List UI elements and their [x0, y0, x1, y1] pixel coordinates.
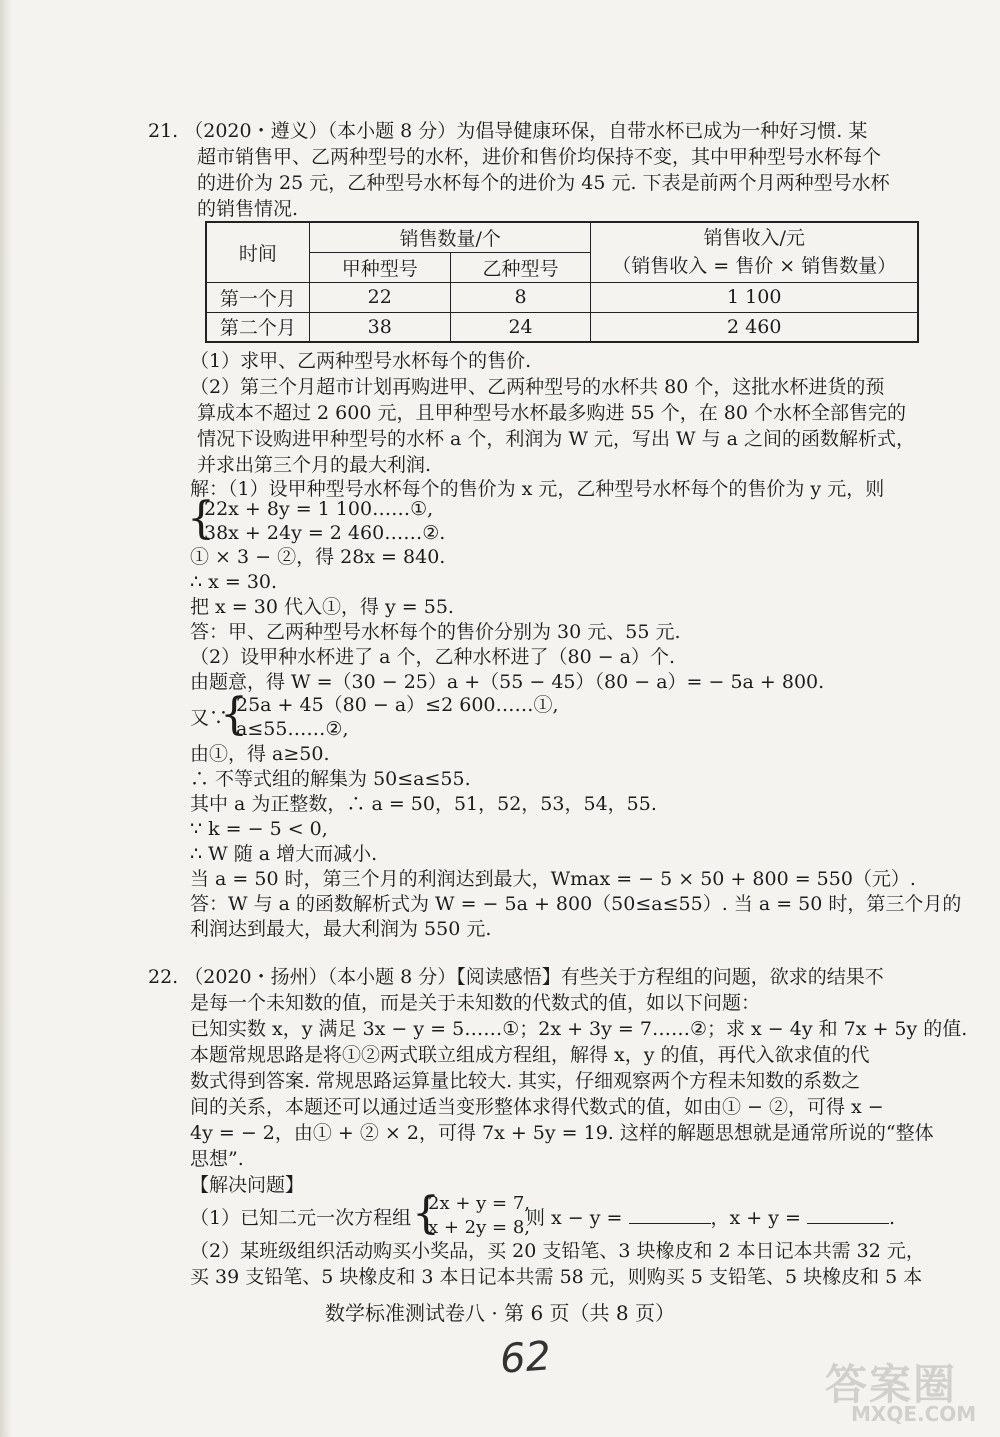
q1-end-text: . [888, 1207, 896, 1229]
problem22-q2-1: （2）某班级组织活动购买小奖品，买 20 支铅笔、3 块橡皮和 2 本日记本共需 32 元， [190, 1240, 925, 1262]
table-cell-income: 2 460 [591, 312, 918, 342]
solution-line: 当 a = 50 时，第三个月的利润达到最大，Wmax = − 5 × 50 + 800 = 550（元）. [190, 868, 916, 890]
problem22-line: 已知实数 x，y 满足 3x − y = 5……①；2x + 3y = 7……②；求 x − 4y 和 7x + 5y 的值. [190, 1018, 968, 1040]
solution-line: ∴ W 随 a 增大而减小. [190, 843, 378, 865]
solution-line: 答：W 与 a 的函数解析式为 W = − 5a + 800（50≤a≤55）. 当 a = 50 时，第三个月的 [190, 893, 962, 915]
q1-ask-2-text: ，x + y = [710, 1207, 801, 1229]
solution-line: 解：（1）设甲种型号水杯每个的售价为 x 元，乙种型号水杯每个的售价为 y 元，则 [190, 478, 885, 500]
answer-blank-2[interactable] [807, 1205, 889, 1224]
solution-line: （2）设甲种水杯进了 a 个，乙种水杯进了（80 − a）个. [190, 646, 676, 668]
problem22-q1-prefix: （1）已知二元一次方程组 [190, 1207, 412, 1229]
problem22-line: 4y = − 2，由① + ② × 2，可得 7x + 5y = 19. 这样的解题思想就是通常所说的“整体 [190, 1122, 934, 1144]
page-footer: 数学标准测试卷八 · 第 6 页（共 8 页） [325, 1301, 675, 1325]
table-row [206, 282, 918, 312]
table-header-income [591, 222, 918, 282]
problem21-q2-3: 情况下设购进甲种型号的水杯 a 个，利润为 W 元，写出 W 与 a 之间的函数解析式， [197, 428, 916, 450]
handwritten-page-number: 62 [498, 1333, 553, 1383]
brace-symbol: { [412, 1188, 440, 1239]
solution-prefix: 又∵ [190, 707, 229, 729]
equation-2: 38x + 24y = 2 460……②. [204, 522, 446, 544]
solution-line: 利润达到最大，最大利润为 550 元. [190, 918, 492, 940]
problem21-intro-1: 超市销售甲、乙两种型号的水杯，进价和售价均保持不变，其中甲种型号水杯每个 [197, 146, 882, 168]
solution-line: 答：甲、乙两种型号水杯每个的售价分别为 30 元、55 元. [190, 621, 681, 643]
equation-1: 22x + 8y = 1 100……①, [204, 498, 434, 520]
solution-line: ① × 3 − ②，得 28x = 840. [190, 546, 446, 568]
solution-line: ∴ 不等式组的解集为 50≤a≤55. [190, 768, 471, 790]
watermark-url: MXQE.COM [851, 1402, 977, 1426]
problem22-line: 数式得到答案. 常规思路运算量比较大. 其实，仔细观察两个方程未知数的系数之 [190, 1070, 861, 1092]
problem21-q1: （1）求甲、乙两种型号水杯每个的售价. [190, 350, 532, 372]
system-eq-2: x + 2y = 8, [428, 1217, 530, 1238]
table-cell-b: 8 [450, 282, 591, 312]
brace-symbol: { [187, 493, 215, 544]
table-cell-month: 第一个月 [206, 282, 309, 312]
table-header-time: 时间 [206, 222, 309, 282]
solution-line: 由题意，得 W =（30 − 25）a +（55 − 45）（80 − a）= − 5a + 800. [190, 671, 825, 693]
table-cell-b: 24 [450, 312, 591, 342]
problem21-q2-1: （2）第三个月超市计划再购进甲、乙两种型号的水杯共 80 个，这批水杯进货的预 [190, 376, 885, 398]
table-cell-income: 1 100 [591, 282, 918, 312]
problem21-intro-2: 的进价为 25 元，乙种型号水杯每个的进价为 45 元. 下表是前两个月两种型号水杯 [197, 172, 890, 194]
problem21-q2-2: 算成本不超过 2 600 元，且甲种型号水杯最多购进 55 个，在 80 个水杯全部售完的 [197, 402, 906, 424]
table-header-qty: 销售数量/个 [309, 222, 591, 252]
table-header-qty-a: 甲种型号 [309, 252, 450, 282]
table-header-qty-b: 乙种型号 [450, 252, 591, 282]
solution-line: ∴ x = 30. [190, 571, 278, 593]
scan-edge [0, 0, 12, 1437]
brace-symbol: { [220, 689, 248, 740]
problem22-line: 本题常规思路是将①②两式联立组成方程组，解得 x，y 的值，再代入欲求值的代 [190, 1044, 870, 1066]
inequality-2: a≤55……②, [236, 718, 349, 740]
table-cell-a: 22 [309, 282, 450, 312]
solution-line: 把 x = 30 代入①，得 y = 55. [190, 596, 454, 618]
problem21-q2-4: 并求出第三个月的最大利润. [197, 454, 432, 476]
solution-line: 其中 a 为正整数，∴ a = 50，51，52，53，54，55. [190, 793, 657, 815]
income-note: （销售收入 = 售价 × 销售数量） [612, 255, 897, 278]
table-cell-a: 38 [309, 312, 450, 342]
watermark-text: 答案圈 [825, 1360, 958, 1409]
problem21-intro-3: 的销售情况. [197, 198, 299, 220]
inequality-1: 25a + 45（80 − a）≤2 600……①, [236, 694, 559, 716]
problem22-q2-2: 买 39 支铅笔、5 块橡皮和 3 本日记本共需 58 元，则购买 5 支铅笔、5 块橡皮和 5 本 [190, 1266, 923, 1288]
sales-table [205, 221, 919, 343]
problem22-line: 间的关系，本题还可以通过适当变形整体求得代数式的值，如由① − ②，可得 x − [190, 1096, 884, 1118]
table-row [206, 312, 918, 342]
solution-line: 由①，得 a≥50. [190, 743, 330, 765]
q1-ask-1-text: 则 x − y = [526, 1207, 623, 1229]
table-cell-month: 第二个月 [206, 312, 309, 342]
answer-blank-1[interactable] [629, 1205, 711, 1224]
problem22-line: 22. （2020・扬州）（本小题 8 分）【阅读感悟】有些关于方程组的问题，欲求的结果不 [148, 966, 884, 988]
system-eq-1: 2x + y = 7, [428, 1193, 530, 1214]
solution-line: ∵ k = − 5 < 0, [190, 818, 328, 840]
problem22-section: 【解决问题】 [190, 1174, 305, 1196]
income-label: 销售收入/元 [703, 227, 805, 250]
problem22-line: 是每一个未知数的值，而是关于未知数的代数式的值，如以下问题： [190, 992, 761, 1014]
q1-ask-1 [526, 1205, 895, 1231]
problem22-line: 思想”. [190, 1148, 244, 1170]
problem21-header: 21. （2020・遵义）（本小题 8 分）为倡导健康环保，自带水杯已成为一种好习惯. 某 [148, 120, 868, 142]
watermark-logo [825, 1352, 977, 1426]
